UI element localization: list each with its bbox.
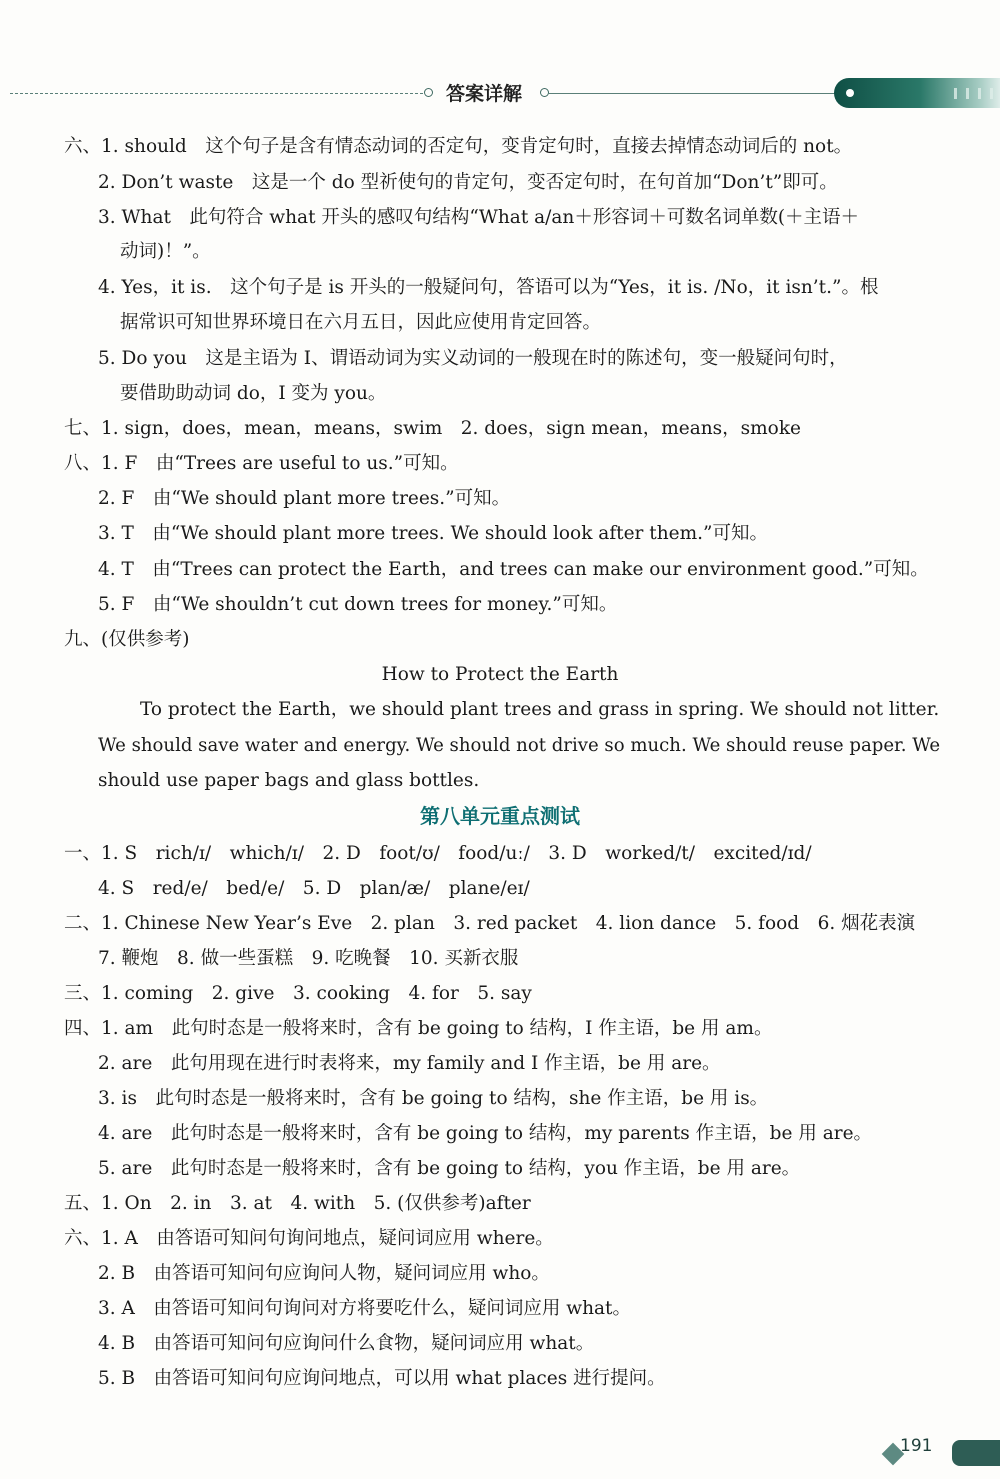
answer-line: 3. T 由“We should plant more trees. We should look after them.”可知。 (98, 523, 768, 544)
answer-line: 六、1. A 由答语可知问句询问地点，疑问词应用 where。 (64, 1228, 554, 1249)
answer-line: 5. B 由答语可知问句应询问地点，可以用 what places 进行提问。 (98, 1368, 666, 1389)
answer-line: should use paper bags and glass bottles. (98, 770, 480, 791)
answer-line: 5. Do you 这是主语为 I、谓语动词为实义动词的一般现在时的陈述句，变一般疑问句时， (98, 348, 848, 369)
header-rule-right (548, 93, 838, 94)
answer-line: 4. S red/e/ bed/e/ 5. D plan/æ/ plane/eɪ/ (98, 878, 530, 899)
answer-line: 5. are 此句时态是一般将来时，含有 be going to 结构，you 作主语，be 用 are。 (98, 1158, 801, 1179)
answer-line: 2. F 由“We should plant more trees.”可知。 (98, 488, 511, 509)
answer-line: 二、1. Chinese New Year’s Eve 2. plan 3. red packet 4. lion dance 5. food 6. 烟花表演 (64, 913, 916, 934)
header-tab-stripe (954, 88, 957, 99)
answer-line: 2. B 由答语可知问句应询问人物，疑问词应用 who。 (98, 1263, 550, 1284)
answer-line: 4. Yes，it is. 这个句子是 is 开头的一般疑问句，答语可以为“Yes，it is. /No，it isn’t.”。根 (98, 277, 879, 298)
answer-line: 九、(仅供参考) (64, 629, 190, 650)
answer-line: 七、1. sign，does，mean，means，swim 2. does，sign mean，means，smoke (64, 418, 801, 439)
header-decorative-tab (834, 78, 1000, 108)
header-rule-left (10, 93, 428, 94)
answer-line: 据常识可知世界环境日在六月五日，因此应使用肯定回答。 (120, 312, 602, 333)
header-tab-stripe (966, 88, 969, 99)
answer-line: 4. T 由“Trees can protect the Earth，and trees can make our environment good.”可知。 (98, 559, 929, 580)
unit-heading: 第八单元重点测试 (420, 804, 580, 828)
answer-line: 四、1. am 此句时态是一般将来时，含有 be going to 结构，I 作主语，be 用 am。 (64, 1018, 773, 1039)
answer-line: 六、1. should 这个句子是含有情态动词的否定句，变肯定句时，直接去掉情态动词后的 not。 (64, 136, 853, 157)
answer-line: 动词)！”。 (120, 241, 211, 262)
answer-line: We should save water and energy. We should not drive so much. We should reuse paper. We (98, 735, 941, 756)
header-dot-left (424, 88, 433, 97)
header-tab-stripe (990, 88, 993, 99)
essay-title: How to Protect the Earth (381, 664, 619, 685)
answer-line: 三、1. coming 2. give 3. cooking 4. for 5. say (64, 983, 532, 1004)
answer-line: 一、1. S rich/ɪ/ which/ɪ/ 2. D foot/ʊ/ food/uː/ 3. D worked/t/ excited/ɪd/ (64, 843, 812, 864)
answer-line: 2. are 此句用现在进行时表将来，my family and I 作主语，be 用 are。 (98, 1053, 721, 1074)
header-tab-dot (846, 89, 854, 97)
header-tab-stripe (978, 88, 981, 99)
footer-bar-decoration (952, 1440, 1000, 1466)
answer-line: 4. are 此句时态是一般将来时，含有 be going to 结构，my parents 作主语，be 用 are。 (98, 1123, 873, 1144)
answer-line: 4. B 由答语可知问句应询问什么食物，疑问词应用 what。 (98, 1333, 595, 1354)
answer-line: 3. is 此句时态是一般将来时，含有 be going to 结构，she 作主语，be 用 is。 (98, 1088, 769, 1109)
answer-line: 五、1. On 2. in 3. at 4. with 5. (仅供参考)after (64, 1193, 531, 1214)
answer-line: 5. F 由“We shouldn’t cut down trees for money.”可知。 (98, 594, 618, 615)
header-title: 答案详解 (446, 83, 523, 105)
answer-line: 八、1. F 由“Trees are useful to us.”可知。 (64, 453, 459, 474)
answer-line: 7. 鞭炮 8. 做一些蛋糕 9. 吃晚餐 10. 买新衣服 (98, 948, 519, 969)
page-header (0, 72, 1000, 116)
answer-line: 2. Don’t waste 这是一个 do 型祈使句的肯定句，变否定句时，在句首加“Don’t”即可。 (98, 172, 838, 193)
answer-line: 3. What 此句符合 what 开头的感叹句结构“What a/an＋形容词＋可数名词单数(＋主语＋ (98, 207, 860, 228)
page-number: 191 (900, 1436, 933, 1456)
answer-line: 3. A 由答语可知问句询问对方将要吃什么，疑问词应用 what。 (98, 1298, 631, 1319)
answer-line: To protect the Earth，we should plant trees and grass in spring. We should not litter. (140, 699, 940, 720)
answer-line: 要借助助动词 do，I 变为 you。 (120, 383, 387, 404)
